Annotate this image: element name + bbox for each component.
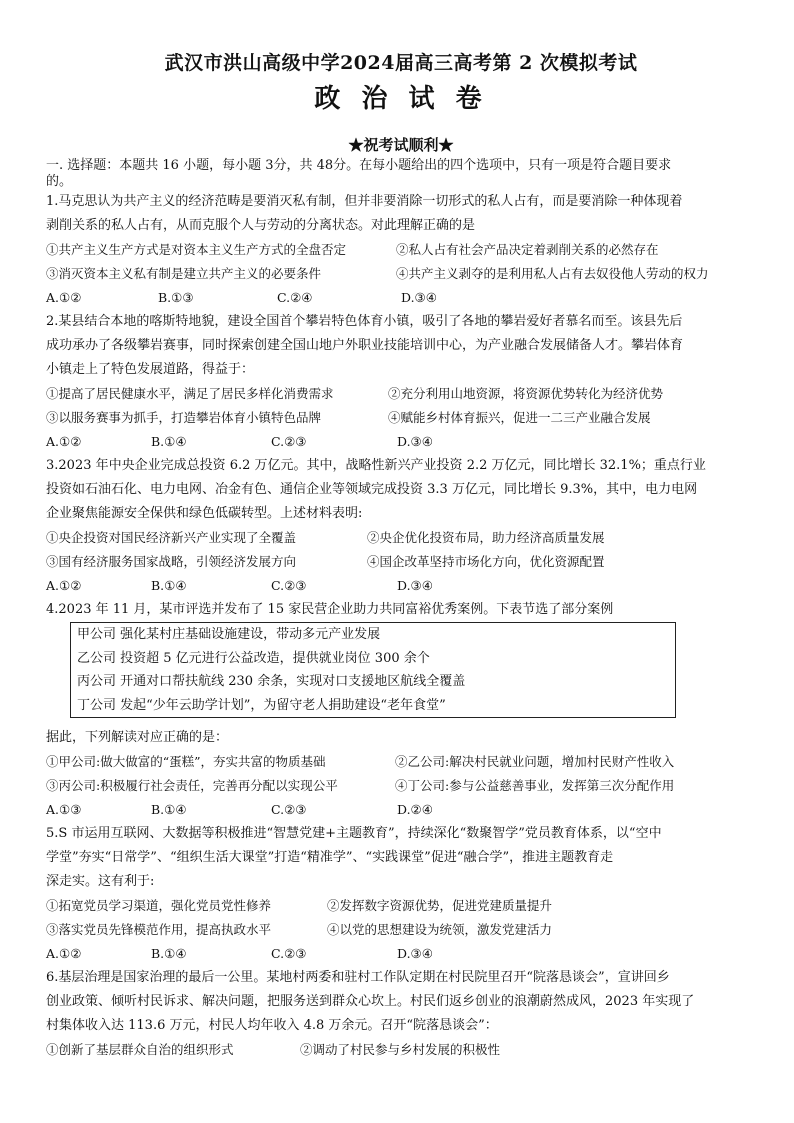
option-1: ①央企投资对国民经济新兴产业实现了全覆盖 [46, 530, 297, 545]
question-2 [46, 310, 756, 454]
question-stem-line: 3.2023 年中央企业完成总投资 6.2 万亿元。其中，战略性新兴产业投资 2.2 万亿元，同比增长 32.1%；重点行业 [46, 458, 706, 473]
question-stem-line: 成功承办了各级攀岩赛事，同时探索创建全国山地户外职业技能培训中心，为产业融合发展储备人才。攀岩体育 [46, 338, 684, 353]
option-1: ①创新了基层群众自治的组织形式 [46, 1042, 234, 1057]
option-row [46, 894, 756, 918]
option-4: ④丁公司:参与公益慈善事业，发挥第三次分配作用 [395, 778, 675, 793]
question-stem-line: 深走实。这有利于: [46, 874, 155, 889]
question-prompt: 据此，下列解读对应正确的是： [46, 730, 229, 745]
choice-b: B.①④ [151, 578, 187, 593]
option-row [46, 550, 756, 574]
answer-choices [46, 574, 756, 598]
choice-b: B.①④ [151, 946, 187, 961]
table-row: 丁公司 发起“少年云助学计划”，为留守老人捐助建设“老年食堂” [77, 697, 446, 713]
choice-a: A.①③ [46, 802, 82, 817]
case-table [70, 622, 676, 718]
choice-d: D.③④ [397, 946, 433, 961]
option-row [46, 918, 756, 942]
option-row [46, 1038, 756, 1062]
question-stem-line: 剥削关系的私人占有，从而克服个人与劳动的分离状态。对此理解正确的是 [46, 218, 476, 233]
option-4: ④以党的思想建设为统领，激发党建活力 [327, 922, 553, 937]
table-row: 丙公司 开通对口帮扶航线 230 余条，实现对口支援地区航线全覆盖 [77, 674, 466, 689]
option-3: ③消灭资本主义私有制是建立共产主义的必要条件 [46, 266, 322, 281]
question-stem-line: 5.S 市运用互联网、大数据等积极推进“智慧党建+主题教育”，持续深化“数聚智学”党员教育体系，以“空中 [46, 826, 662, 841]
option-1: ①提高了居民健康水平，满足了居民多样化消费需求 [46, 386, 334, 401]
choice-d: D.②④ [397, 802, 433, 817]
instruction-line: 的。 [46, 174, 73, 189]
question-4 [46, 598, 756, 822]
question-stem-line: 4.2023 年 11 月，某市评选并发布了 15 家民营企业助力共同富裕优秀案例。下表节选了部分案例 [46, 602, 614, 617]
option-2: ②央企优化投资布局，助力经济高质量发展 [367, 530, 605, 545]
option-1: ①拓宽党员学习渠道，强化党员党性修养 [46, 898, 272, 913]
choice-a: A.①② [46, 578, 82, 593]
table-row: 乙公司 投资超 5 亿元进行公益改造，提供就业岗位 300 余个 [77, 650, 430, 666]
table-row: 甲公司 强化某村庄基础设施建设，带动多元产业发展 [77, 627, 381, 642]
question-6 [46, 966, 756, 1062]
question-stem-line: 村集体收入达 113.6 万元，村民人均年收入 4.8 万余元。召开“院落恳谈会”： [46, 1018, 498, 1033]
question-3 [46, 454, 756, 598]
choice-b: B.①③ [158, 290, 194, 305]
option-row [46, 526, 756, 550]
option-row [46, 774, 756, 798]
question-stem-line: 小镇走上了特色发展道路，得益于： [46, 362, 255, 377]
choice-c: C.②③ [271, 578, 307, 593]
option-4: ④共产主义剥夺的是利用私人占有去奴役他人劳动的权力 [396, 266, 709, 281]
choice-c: C.②③ [271, 802, 307, 817]
answer-choices [46, 286, 756, 310]
choice-b: B.①④ [151, 434, 187, 449]
question-stem-line: 投资如石油石化、电力电网、冶金有色、通信企业等领域完成投资 3.3 万亿元，同比增长 9.3%，其中，电力电网 [46, 482, 698, 497]
good-luck-line: ★祝考试顺利★ [348, 136, 454, 154]
choice-c: C.②③ [271, 434, 307, 449]
choice-a: A.①② [46, 290, 82, 305]
option-1: ①甲公司:做大做富的“蛋糕”，夯实共富的物质基础 [46, 754, 326, 769]
option-2: ②充分利用山地资源，将资源优势转化为经济优势 [388, 386, 664, 401]
choice-d: D.③④ [397, 434, 433, 449]
choice-a: A.①② [46, 946, 82, 961]
question-stem-line: 创业政策、倾听村民诉求、解决问题，把服务送到群众心坎上。村民们返乡创业的浪潮蔚然成风，2023 年实现了 [46, 994, 695, 1009]
instruction-line: 一. 选择题：本题共 16 小题，每小题 3分，共 48分。在每小题给出的四个选项中，只有一项是符合题目要求 [46, 158, 672, 173]
choice-c: C.②④ [277, 290, 313, 305]
answer-choices [46, 942, 756, 966]
option-2: ②发挥数字资源优势，促进党建质量提升 [327, 898, 553, 913]
option-4: ④赋能乡村体育振兴，促进一二三产业融合发展 [388, 410, 651, 425]
option-2: ②乙公司:解决村民就业问题，增加村民财产性收入 [395, 754, 675, 769]
question-stem-line: 2.某县结合本地的喀斯特地貌，建设全国首个攀岩特色体育小镇，吸引了各地的攀岩爱好者慕名而至。该县先后 [46, 314, 683, 329]
option-3: ③国有经济服务国家战略，引领经济发展方向 [46, 554, 297, 569]
option-3: ③以服务赛事为抓手，打造攀岩体育小镇特色品牌 [46, 410, 322, 425]
question-stem-line: 6.基层治理是国家治理的最后一公里。某地村两委和驻村工作队定期在村民院里召开“院落恳谈会”，宣讲回乡 [46, 970, 670, 985]
question-stem-line: 1.马克思认为共产主义的经济范畴是要消灭私有制，但并非要消除一切形式的私人占有，而是要消除一种体现着 [46, 194, 683, 209]
option-row [46, 262, 756, 286]
option-4: ④国企改革坚持市场化方向，优化资源配置 [367, 554, 605, 569]
exam-page [46, 48, 756, 1062]
option-3: ③丙公司:积极履行社会责任，完善再分配以实现公平 [46, 778, 338, 793]
choice-b: B.①④ [151, 802, 187, 817]
option-1: ①共产主义生产方式是对资本主义生产方式的全盘否定 [46, 242, 347, 257]
question-stem-line: 企业聚焦能源安全保供和绿色低碳转型。上述材料表明: [46, 506, 363, 521]
option-3: ③落实党员先锋模范作用，提高执政水平 [46, 922, 272, 937]
choice-d: D.③④ [401, 290, 437, 305]
choice-c: C.②③ [271, 946, 307, 961]
question-1 [46, 190, 756, 310]
question-stem-line: 学堂”夯实“日常学”、“组织生活大课堂”打造“精准学”、“实践课堂”促进“融合学”，推进主题教育走 [46, 850, 614, 865]
option-2: ②调动了村民参与乡村发展的积极性 [300, 1042, 501, 1057]
option-row [46, 382, 756, 406]
choice-a: A.①② [46, 434, 82, 449]
question-5 [46, 822, 756, 966]
exam-title: 武汉市洪山高级中学2024届高三高考第 2 次模拟考试 [164, 52, 638, 74]
subject-title: 政 治 试 卷 [314, 84, 488, 114]
option-2: ②私人占有社会产品决定着剥削关系的必然存在 [396, 242, 659, 257]
choice-d: D.③④ [397, 578, 433, 593]
answer-choices [46, 798, 756, 822]
section-instructions [46, 158, 756, 190]
answer-choices [46, 430, 756, 454]
option-row [46, 406, 756, 430]
option-row [46, 238, 756, 262]
option-row [46, 750, 756, 774]
